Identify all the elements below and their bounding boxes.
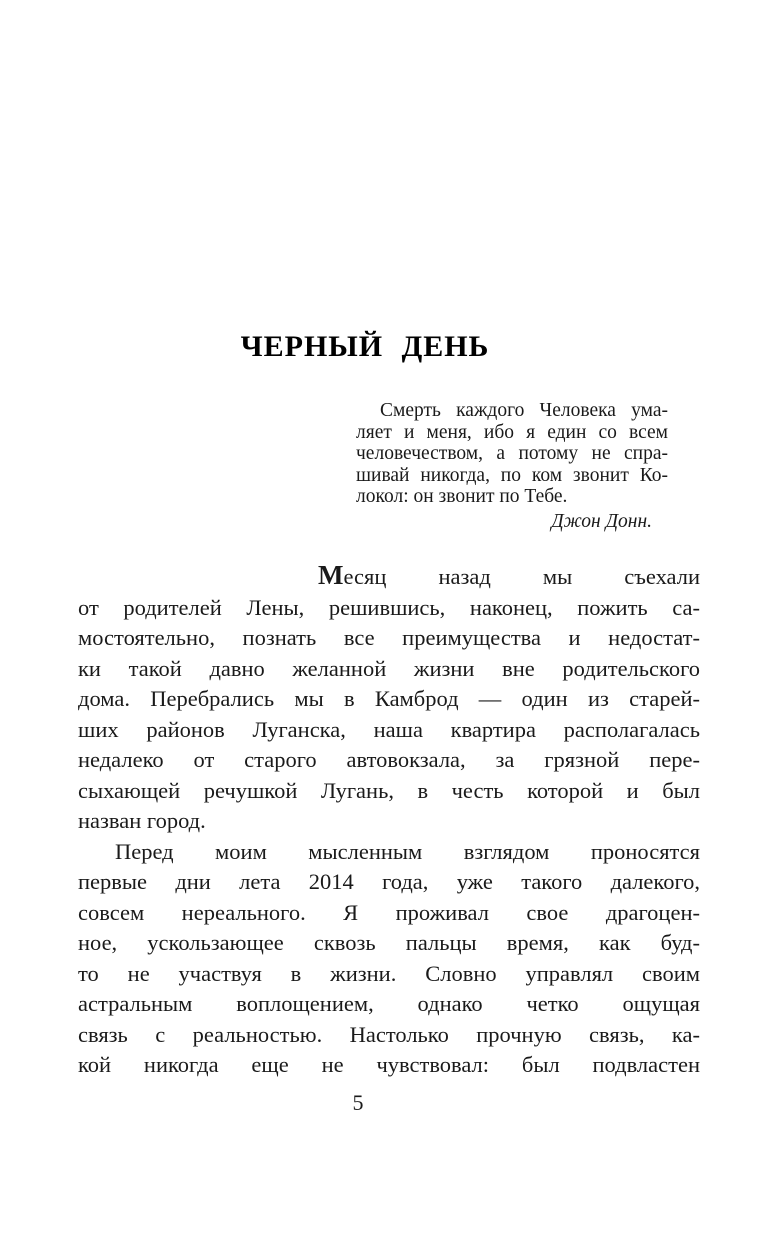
body-line: от родителей Лены, решившись, наконец, пожить са-	[78, 594, 700, 620]
epigraph-line: локол: он звонит по Тебе.	[356, 486, 568, 507]
body-line: назван город.	[78, 808, 206, 833]
body-line: недалеко от старого автовокзала, за грязной пере-	[78, 747, 700, 772]
body-line: совсем нереального. Я проживал свое драгоцен-	[78, 899, 700, 925]
chapter-title: ЧЕРНЫЙ ДЕНЬ	[240, 330, 490, 363]
body-line: то не участвуя в жизни. Словно управлял своим	[78, 960, 700, 986]
body-line: Перед моим мысленным взглядом проносятся	[115, 838, 700, 864]
epigraph-line: Смерть каждого Человека ума-	[380, 400, 668, 421]
body-line: астральным воплощением, однако четко ощущая	[78, 991, 700, 1016]
body-line: ки такой давно желанной жизни вне родительского	[78, 655, 700, 681]
epigraph-author: Джон Донн.	[551, 510, 652, 532]
lead-line-text: есяц назад мы съехали	[343, 564, 700, 589]
body-line: сыхающей речушкой Лугань, в честь которой и был	[78, 777, 700, 803]
body-line: кой никогда еще не чувствовал: был подвластен	[78, 1052, 700, 1077]
body-line: ших районов Луганска, наша квартира располагалась	[78, 716, 700, 742]
body-line: связь с реальностью. Настолько прочную связь, ка-	[78, 1021, 700, 1047]
epigraph	[356, 400, 668, 532]
epigraph-line: шивай никогда, по ком звонит Ко-	[356, 464, 668, 486]
body-line: первые дни лета 2014 года, уже такого далекого,	[78, 869, 700, 894]
page-number: 5	[352, 1090, 364, 1115]
body-line-lead	[78, 560, 700, 593]
body-line: ное, ускользающее сквозь пальцы время, как буд-	[78, 930, 700, 955]
epigraph-line: человечеством, а потому не спра-	[356, 443, 668, 464]
epigraph-line: ляет и меня, ибо я един со всем	[356, 421, 668, 443]
body-line: дома. Перебрались мы в Камброд — один из старей-	[78, 686, 700, 711]
body-text	[78, 560, 700, 1081]
body-line: мостоятельно, познать все преимущества и недостат-	[78, 625, 700, 650]
lead-capital-letter: М	[318, 560, 344, 590]
